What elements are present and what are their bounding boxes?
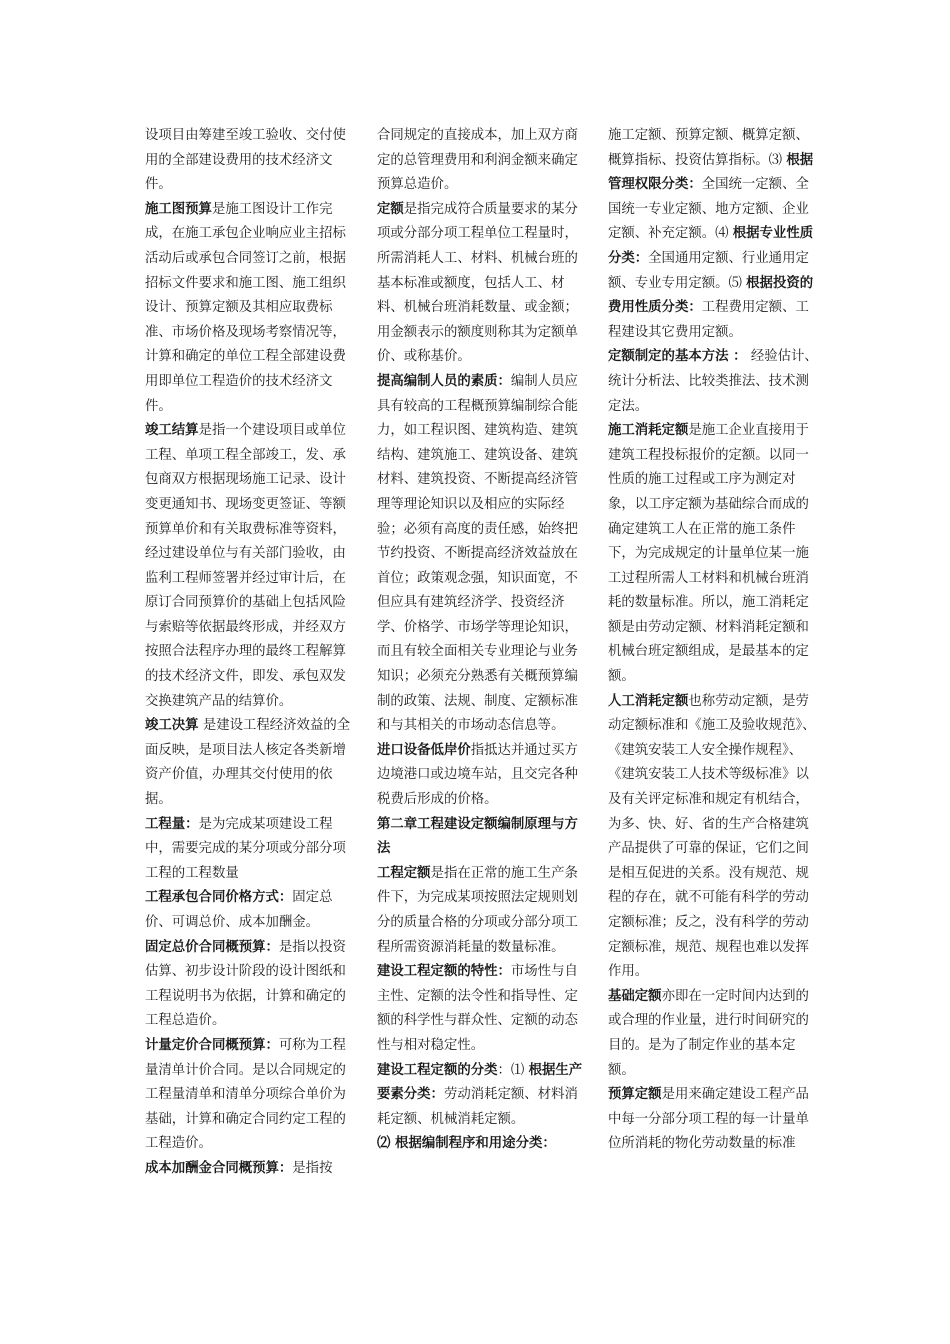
- paragraph: [145, 886, 353, 935]
- term-heading: 施工图预算: [145, 201, 212, 217]
- term-heading: 基础定额: [608, 988, 662, 1004]
- body-text: 是指一个建设项目或单位工程、单项工程全部竣工，发、承包商双方根据现场施工记录、设计变更通知书、现场变更签证、等额预算单价和有关取费标准等资料，经过建设单位与有关部门验收，由监利工程师签署并经过审计后，在原订合同预算价的基础上包括风险与索赔等依据最终形成，并经双方按照合法程序办理的最终工程解算的技术经济文件，即发、承包双发交换建筑产品的结算价。: [145, 423, 346, 709]
- paragraph: [145, 813, 353, 887]
- term-heading: 固定总价合同概预算：: [145, 939, 279, 955]
- paragraph: [608, 690, 820, 985]
- paragraph: [608, 124, 820, 345]
- paragraph: [145, 1157, 353, 1182]
- body-text: 全国统一定额、全国统一专业定额、地方定额、企业定额、补充定额。⑷: [608, 177, 809, 242]
- term-heading: 施工消耗定额: [608, 423, 689, 439]
- paragraph: [377, 124, 587, 198]
- chapter-heading: 第二章工程建设定额编制原理与方法: [377, 816, 578, 857]
- term-heading: 根据生产要素分类：: [377, 1062, 583, 1103]
- term-heading: 提高编制人员的素质：: [377, 373, 511, 389]
- paragraph: [377, 1132, 587, 1157]
- term-heading: 建设工程定额的分类: [377, 1062, 498, 1078]
- body-text: 设项目由筹建至竣工验收、交付使用的全部建设费用的技术经济文件。: [145, 128, 346, 193]
- paragraph: [145, 1034, 353, 1157]
- term-heading: 定额制定的基本方法 ：: [608, 349, 747, 365]
- body-text: 是施工图设计工作完成，在施工承包企业响应业主招标活动后或承包合同签订之前，根据招标文件要求和施工图、施工组织设计、预算定额及其相应取费标准、市场价格及现场考察情况等，计算和确定的单位工程全部建设费用即单位工程造价的技术经济文件。: [145, 201, 346, 414]
- term-heading: 工程承包合同价格方式：: [145, 890, 293, 906]
- term-heading: 根据专业性质分类：: [608, 226, 814, 266]
- paragraph: [145, 714, 353, 812]
- term-heading: 预算定额: [608, 1087, 662, 1103]
- body-text: 是施工企业直接用于建筑工程投标报价的定额。以同一性质的施工过程或工序为测定对象，以工序定额为基础综合而成的确定建筑工人在正常的施工条件下，为完成规定的计量单位某一施工过程所需人工材料和机械台班消耗的数量标准。所以，施工消耗定额是由劳动定额、材料消耗定额和机械台班定额组成，是最基本的定额。: [608, 423, 809, 685]
- paragraph: [608, 419, 820, 690]
- paragraph: [377, 198, 587, 370]
- paragraph: [377, 960, 587, 1058]
- term-heading: 工程定额: [377, 865, 431, 881]
- body-text: 编制人员应具有较高的工程概预算编制综合能力，如工程识图、建筑构造、建筑结构、建筑施工、建筑设备、建筑材料、建筑投资、不断提高经济管理等理论知识以及相应的实际经验；必须有高度的责任感，始终把节约投资、不断提高经济效益放在首位；政策观念强，知识面宽，不但应具有建筑经济学、投资经济学、价格学、市场学等理论知识，而且有较全面相关专业理论与业务知识；必须充分熟悉有关概预算编制的政策、法规、制度、定额标准和与其相关的市场动态信息等。: [377, 373, 578, 734]
- term-heading: ⑵ 根据编制程序和用途分类：: [377, 1136, 556, 1152]
- body-text: 是指完成符合质量要求的某分项或分部分项工程单位工程量时，所需消耗人工、材料、机械台班的基本标准或额度，包括人工、材料、机械台班消耗数量、或金额； 用金额表示的额度则称其为定额单价、或称基价。: [377, 201, 578, 365]
- paragraph: [608, 1083, 820, 1157]
- body-text: 市场性与自主性、定额的法令性和指导性、定额的科学性与群众性、定额的动态性与相对稳定性。: [377, 964, 578, 1053]
- paragraph: [145, 419, 353, 714]
- term-heading: 成本加酬金合同概预算：: [145, 1160, 293, 1176]
- paragraph: [608, 345, 820, 419]
- body-text: 合同规定的直接成本，加上双方商定的总管理费用和利润金额来确定预算总造价。: [377, 128, 578, 193]
- body-text: 经验估计、统计分析法、比较类推法、技术测定法。: [608, 349, 818, 414]
- term-heading: 根据投资的费用性质分类：: [608, 275, 814, 316]
- body-text: ：⑴: [497, 1062, 529, 1078]
- body-text: 固定总价、可调总价、成本加酬金。: [145, 890, 333, 930]
- term-heading: 进口设备低岸价: [377, 742, 471, 758]
- body-text: 指抵达并通过买方边境港口或边境车站，且交完各种税费后形成的价格。: [377, 742, 578, 808]
- term-heading: 竣工决算: [145, 718, 199, 734]
- term-heading: 根据管理权限分类：: [608, 152, 814, 193]
- body-text: 可称为工程量清单计价合同。是以合同规定的工程量清单和清单分项综合单价为基础，计算和确定合同约定工程的工程造价。: [145, 1037, 346, 1152]
- term-heading: 计量定价合同概预算：: [145, 1037, 279, 1053]
- body-text: 是指按: [292, 1160, 333, 1176]
- paragraph: [608, 985, 820, 1083]
- body-text: 劳动消耗定额、材料消耗定额、机械消耗定额。: [377, 1087, 578, 1127]
- body-text: 全国通用定额、行业通用定额、专业专用定额。⑸: [608, 250, 809, 291]
- body-text: 是指以投资估算、初步设计阶段的设计图纸和工程说明书为依据，计算和确定的工程总造价。: [145, 939, 346, 1029]
- body-text: 亦即在一定时间内达到的或合理的作业量，进行时间研究的目的。是为了制定作业的基本定额。: [608, 988, 809, 1078]
- paragraph: [145, 198, 353, 419]
- body-text: 是为完成某项建设工程中，需要完成的某分项或分部分项工程的工程数量: [145, 816, 346, 881]
- body-text: 是用来确定建设工程产品中每一分部分项工程的每一计量单位所消耗的物化劳动数量的标准: [608, 1087, 809, 1152]
- chapter-title: [377, 813, 587, 862]
- column-1: [145, 124, 353, 1182]
- column-3: [608, 124, 820, 1157]
- body-text: 是建设工程经济效益的全面反映，是项目法人核定各类新增资产价值，办理其交付使用的依据。: [145, 718, 351, 808]
- term-heading: 建设工程定额的特性：: [377, 964, 511, 980]
- body-text: 施工定额、预算定额、概算定额、概算指标、投资估算指标。⑶: [608, 128, 809, 168]
- term-heading: 人工消耗定额: [608, 693, 689, 709]
- paragraph: [377, 370, 587, 739]
- paragraph: [145, 124, 353, 198]
- term-heading: 定额: [377, 201, 404, 217]
- body-text: 也称劳动定额，是劳动定额标准和《施工及验收规范》、《建筑安装工人安全操作规程》、《建筑安装工人技术等级标准》以及有关评定标准和规定有机结合，为多、快、好、省的生产合格建筑产品提供了可靠的保证，它们之间是相互促进的关系。没有规范、规程的存在，就不可能有科学的劳动定额标准；反之，没有科学的劳动定额标准，规范、规程也难以发挥作用。: [608, 693, 816, 980]
- term-heading: 工程量：: [145, 816, 199, 832]
- column-2: [377, 124, 587, 1157]
- body-text: 工程费用定额、工程建设其它费用定额。: [608, 300, 809, 340]
- paragraph: [377, 1059, 587, 1133]
- term-heading: 竣工结算: [145, 423, 199, 439]
- paragraph: [377, 739, 587, 813]
- body-text: 是指在正常的施工生产条件下，为完成某项按照法定规则划分的质量合格的分项或分部分项工程所需资源消耗量的数量标准。: [377, 865, 578, 955]
- paragraph: [377, 862, 587, 960]
- paragraph: [145, 936, 353, 1034]
